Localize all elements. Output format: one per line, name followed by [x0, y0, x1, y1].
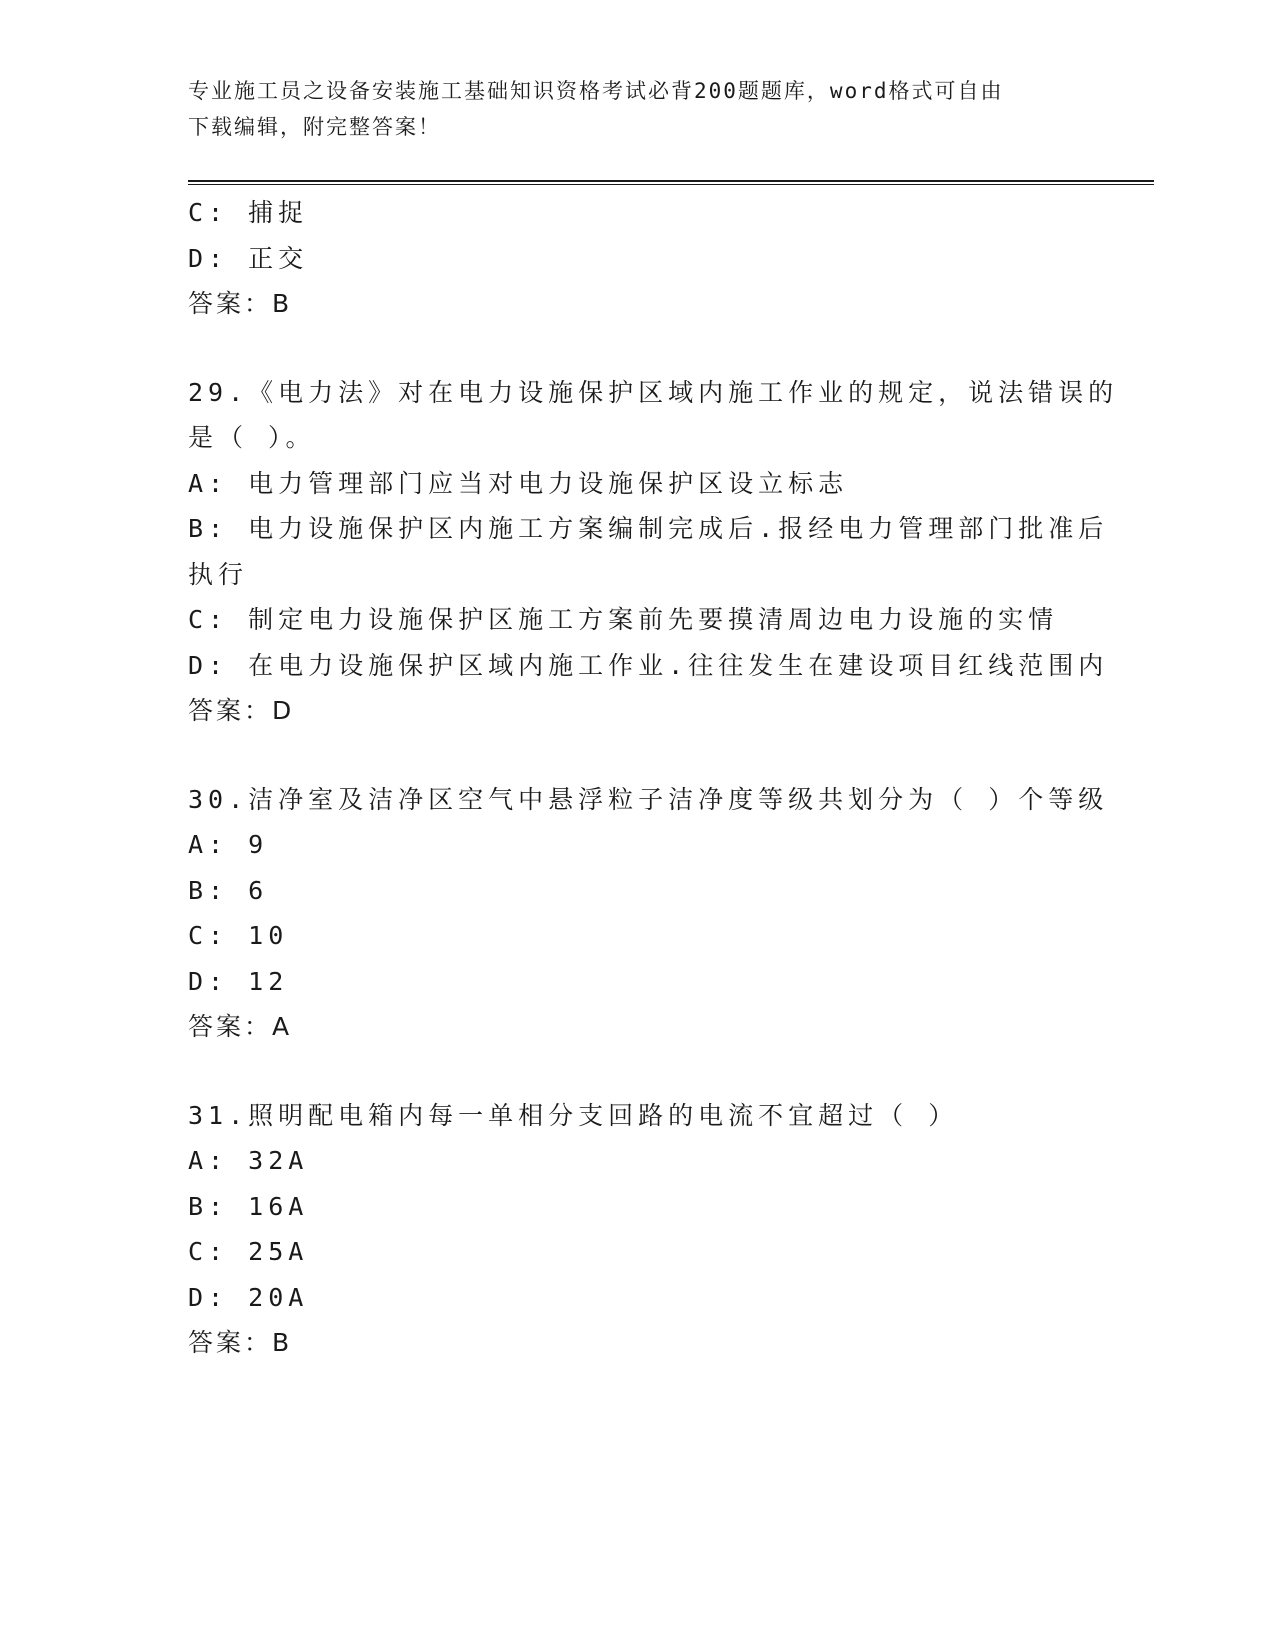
header-rule-thin: [188, 184, 1154, 185]
question-31: [188, 1093, 1088, 1366]
question-29: [188, 370, 1119, 734]
option-a: A: 9: [188, 830, 269, 859]
option-b: B: 16A: [188, 1191, 309, 1221]
option-c: C: 25A: [188, 1237, 309, 1266]
option-d: D: 在电力设施保护区域内施工作业.往往发生在建设项目红线范围内: [188, 650, 1109, 680]
spacer: [188, 327, 1088, 370]
option-a: A: 32A: [188, 1146, 309, 1175]
option-c: C: 捕捉: [188, 198, 309, 227]
question-list: [188, 190, 1119, 1366]
answer-label: 答案：D: [188, 696, 295, 725]
option-d: D: 20A: [188, 1282, 309, 1312]
header-line-1: 专业施工员之设备安装施工基础知识资格考试必背200题题库，word格式可自由: [188, 79, 1004, 103]
question-28-tail: [188, 190, 1088, 327]
header-line-2: 下载编辑，附完整答案！: [188, 115, 441, 139]
question-stem: 是（ ）。: [188, 423, 316, 452]
option-b: B: 6: [188, 875, 269, 905]
option-c: C: 10: [188, 921, 289, 950]
option-d: D: 12: [188, 966, 289, 996]
option-c: C: 制定电力设施保护区施工方案前先要摸清周边电力设施的实情: [188, 605, 1059, 634]
document-header: [188, 73, 1088, 145]
option-b-continued: 执行: [188, 559, 249, 589]
answer-label: 答案：B: [188, 1328, 293, 1357]
answer-label: 答案：B: [188, 289, 293, 318]
question-stem: 31.照明配电箱内每一单相分支回路的电流不宜超过（ ）: [188, 1100, 959, 1130]
question-stem: 29.《电力法》对在电力设施保护区域内施工作业的规定，说法错误的: [188, 377, 1119, 407]
question-30: [188, 777, 1109, 1050]
answer-label: 答案：A: [188, 1012, 293, 1041]
option-a: A: 电力管理部门应当对电力设施保护区设立标志: [188, 468, 849, 498]
spacer: [188, 734, 1088, 777]
header-rule-thick: [188, 180, 1154, 182]
option-d: D: 正交: [188, 243, 309, 273]
option-b: B: 电力设施保护区内施工方案编制完成后.报经电力管理部门批准后: [188, 514, 1109, 543]
question-stem: 30.洁净室及洁净区空气中悬浮粒子洁净度等级共划分为（ ）个等级: [188, 784, 1109, 814]
spacer: [188, 1050, 1088, 1093]
